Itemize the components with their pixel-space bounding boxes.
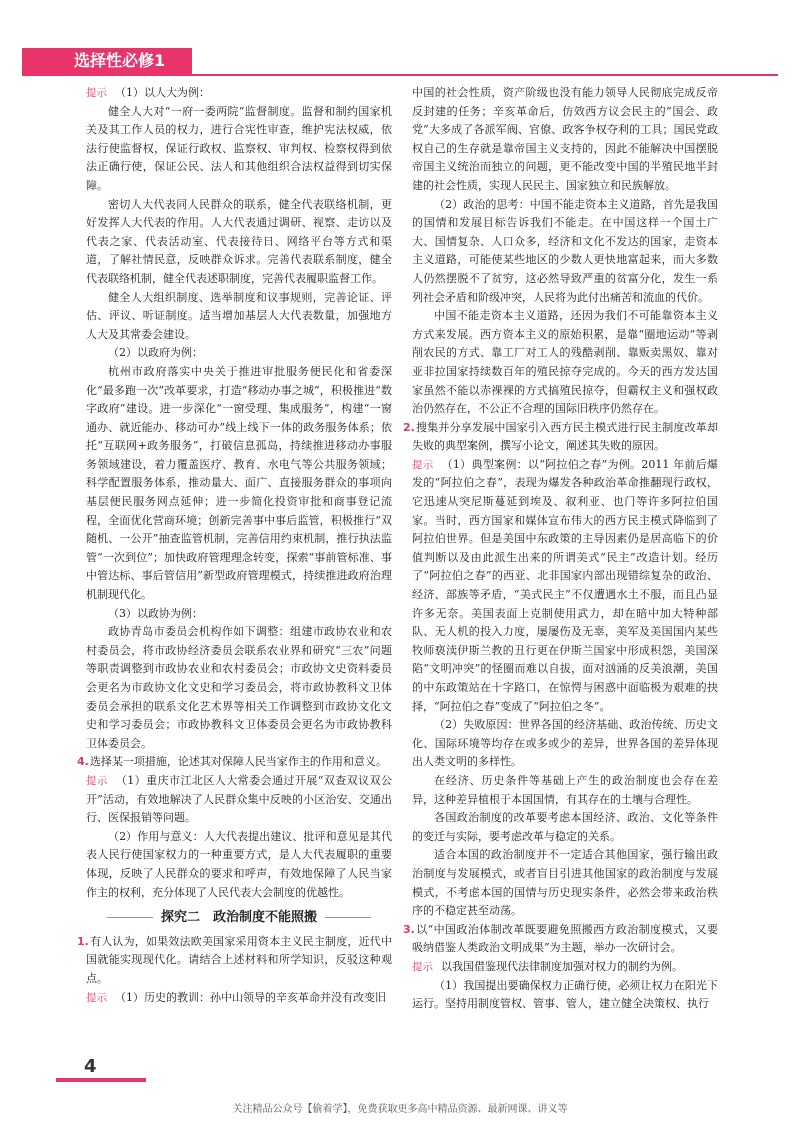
paragraph: （3）以政协为例：	[108, 606, 203, 620]
question-1: 1.有人认为，如果效法欧美国家采用资本主义民主制度，近代中国就能实现现代化。请结合上述材料和所学知识，反驳这种观点。	[77, 934, 392, 985]
hint-label: 提示	[86, 774, 108, 787]
book-volume-header: 选择性必修1	[22, 48, 192, 74]
question-number: 1.	[77, 934, 89, 948]
hint-label: 提示	[86, 87, 107, 99]
page-number: 4	[84, 1056, 97, 1077]
hint-label: 提示	[412, 458, 434, 471]
paragraph: 在经济、历史条件等基础上产生的政治制度也会存在差异，这种差异植根于本国国情，有其存在的土壤与合理性。	[412, 773, 718, 806]
answer-hint: 提示 （1）典型案例：以“阿拉伯之春”为例。2011 年前后爆发的“阿拉伯之春”，表现为爆发各种政治革命推翻现行政权，它迅速从突尼斯蔓延到埃及、叙利亚、也门等许多阿拉伯国家。当时，西方国家和媒体宣布伟大的西方民主模式降临到了阿拉伯世界。但是美国中东政策的主导因素仍是居高临下的价值判断以及由此派生出来的所谓美式“民主”改造计划。经历了“阿拉伯之春”的西亚、北非国家内部出现错综复杂的政治、经济、部族等矛盾，“美式民主”不仅遭遇水土不服，而且凸显许多无奈。美国表面上克制使用武力，却在暗中加大特种部队、无人机的投入力度，屡屡伤及无辜，美军及美国国内某些牧师亵渎伊斯兰教的丑行更在伊斯兰国家中形成积怨，美国深陷“文明冲突”的怪圈而难以自拔，面对汹涌的反美浪潮，美国的中东政策站在十字路口，在惊愕与困惑中面临极为艰难的抉择，“阿拉伯之春”变成了“阿拉伯之冬”。	[412, 457, 718, 713]
answer-hint: 提示 （1）以人大为例：	[86, 86, 210, 99]
paragraph: 健全人大对“一府一委两院”监督制度。监督和制约国家机关及其工作人员的权力，进行合宪性审查，维护宪法权威，依法行使监督权，保证行政权、监察权、审判权、检察权得到依法正确行使，保证公民、法人和其他组织合法权益得到切实保障。	[86, 104, 392, 192]
answer-hint: 提示 以我国借鉴现代法律制度加强对权力的制约为例。	[412, 959, 683, 973]
hint-label: 提示	[412, 960, 433, 973]
paragraph: 杭州市政府落实中央关于推进审批服务便民化和省委深化“最多跑一次”改革要求，打造“移动办事之城”，积极推进“数字政府”建设。进一步深化“一窗受理、集成服务”，构建“一窗通办、就近能办、移动可办”线上线下一体的政务服务体系；依托“互联网+政务服务”，打破信息孤岛，持续推进移动办事服务领域建设，着力覆盖医疗、教育、水电气等公共服务领域；科学配置服务体系，推动量大、面广、直接服务群众的事项向基层便民服务网点延伸；进一步简化投资审批和商事登记流程，全面优化营商环境；创新完善事中事后监管，积极推行“双随机、一公开”抽查监管机制，完善信用约束机制，推行执法监管“一次到位”；加快政府管理理念转变，探索“事前管标准、事中管达标、事后管信用”新型政府管理模式，持续推进政府治理机制现代化。	[86, 364, 392, 602]
paragraph: 密切人大代表同人民群众的联系，健全代表联络机制，更好发挥人大代表的作用。人大代表通过调研、视察、走访以及代表之家、代表活动室、代表接待日、网络平台等方式和渠道，了解社情民意，反映群众诉求。完善代表联系制度，健全代表联络机制，健全代表述职制度，完善代表履职监督工作。	[86, 197, 392, 285]
footer-note: 关注精品公众号【偷着学】，免费获取更多高中精品资源、最新网课、讲义等	[232, 1104, 568, 1115]
title-rule-left	[107, 917, 153, 918]
question-number: 2.	[403, 420, 415, 434]
paragraph: （2）失败原因：世界各国的经济基础、政治传统、历史文化、国际环境等均存在或多或少的差异，世界各国的差异体现出人类文明的多样性。	[412, 718, 718, 769]
paragraph: （2）政治的思考：中国不能走资本主义道路，首先是我国的国情和发展目标告诉我们不能走。在中国这样一个国土广大、国情复杂、人口众多，经济和文化不发达的国家，走资本主义道路，可能使某些地区的少数人更快地富起来，而大多数人仍然摆脱不了贫穷，这必然导致严重的贫富分化，发生一系列社会矛盾和阶级冲突，人民将为此付出痛苦和流血的代价。	[412, 197, 718, 304]
paragraph: 适合本国的政治制度并不一定适合其他国家，强行输出政治制度与发展模式，或者盲目引进其他国家的政治制度与发展模式，不考虑本国的国情与历史现实条件，必然会带来政治秩序的不稳定甚至动荡。	[412, 848, 718, 918]
question-number: 3.	[403, 922, 415, 936]
left-column	[77, 84, 392, 1007]
question-number: 4.	[77, 755, 89, 769]
answer-hint: 提示 （1）历史的教训：孙中山领导的辛亥革命并没有改变旧	[86, 990, 386, 1004]
page-number-bar	[56, 1078, 146, 1082]
section-title: 探究二 政治制度不能照搬	[86, 909, 392, 928]
paragraph: 中国不能走资本主义道路，还因为我们不可能靠资本主义方式来发展。西方资本主义的原始积累，是靠“圈地运动”等剥削农民的方式、靠工厂对工人的残酷剥削、靠贩卖黑奴、靠对亚非拉国家持续数百年的殖民掠夺完成的。今天的西方发达国家虽然不能以赤裸裸的方式搞殖民掠夺，但霸权主义和强权政治仍然存在，不公正不合理的国际旧秩序仍然存在。	[412, 309, 718, 416]
title-rule-right	[325, 917, 371, 918]
question-2: 2.搜集并分享发展中国家引入西方民主模式进行民主制度改革却失败的典型案例，撰写小论文，阐述其失败的原因。	[403, 420, 718, 453]
hint-label: 提示	[86, 991, 107, 1004]
question-4: 4.选择某一项措施，论述其对保障人民当家作主的作用和意义。	[77, 755, 387, 769]
paragraph: 政协青岛市委员会机构作如下调整：组建市政协农业和农村委员会，将市政协经济委员会联系农业界和研究“三农”问题等职责调整到市政协农业和农村委员会；市政协文史资料委员会更名为市政协文化文史和学习委员会，将市政协教科文卫体委员会承担的联系文化艺术界等相关工作调整到市政协文化文史和学习委员会；市政协教科文卫体委员会更名为市政协教科卫体委员会。	[86, 625, 392, 750]
answer-hint: 提示 （1）重庆市江北区人大常委会通过开展“双查双议双公开”活动，有效地解决了人民群众集中反映的小区治安、交通出行、医保报销等问题。	[86, 773, 392, 825]
paragraph: 中国的社会性质，资产阶级也没有能力领导人民彻底完成反帝反封建的任务；辛亥革命后，仿效西方议会民主的“国会、政党”大多成了各派军阀、官僚、政客争权夺利的工具；国民党政权自己的生存就是靠帝国主义支持的，因此不能解决中国摆脱帝国主义统治而独立的问题，更不能改变中国的半殖民地半封建的社会性质，实现人民民主、国家独立和民族解放。	[412, 86, 718, 192]
paragraph: （2）以政府为例：	[108, 346, 203, 360]
question-3: 3.以“中国政治体制改革既要避免照搬西方政治制度模式，又要吸纳借鉴人类政治文明成果”为主题，举办一次研讨会。	[403, 922, 718, 955]
header-divider	[22, 74, 778, 76]
right-column	[403, 84, 718, 1014]
paragraph: （1）我国提出要确保权力正确行使，必须让权力在阳光下运行。坚持用制度管权、管事、管人，建立健全决策权、执行	[412, 978, 718, 1011]
paragraph: （2）作用与意义：人大代表提出建议、批评和意见是其代表人民行使国家权力的一种重要方式，是人大代表履职的重要体现，反映了人民群众的要求和呼声，有效地保障了人民当家作主的权利，充分体现了人民代表大会制度的优越性。	[86, 829, 392, 899]
paragraph: 各国政治制度的改革要考虑本国经济、政治、文化等条件的变迁与实际，要考虑改革与稳定的关系。	[412, 811, 718, 843]
paragraph: 健全人大组织制度、选举制度和议事规则，完善论证、评估、评议、听证制度。适当增加基层人大代表数量，加强地方人大及其常委会建设。	[86, 290, 392, 341]
